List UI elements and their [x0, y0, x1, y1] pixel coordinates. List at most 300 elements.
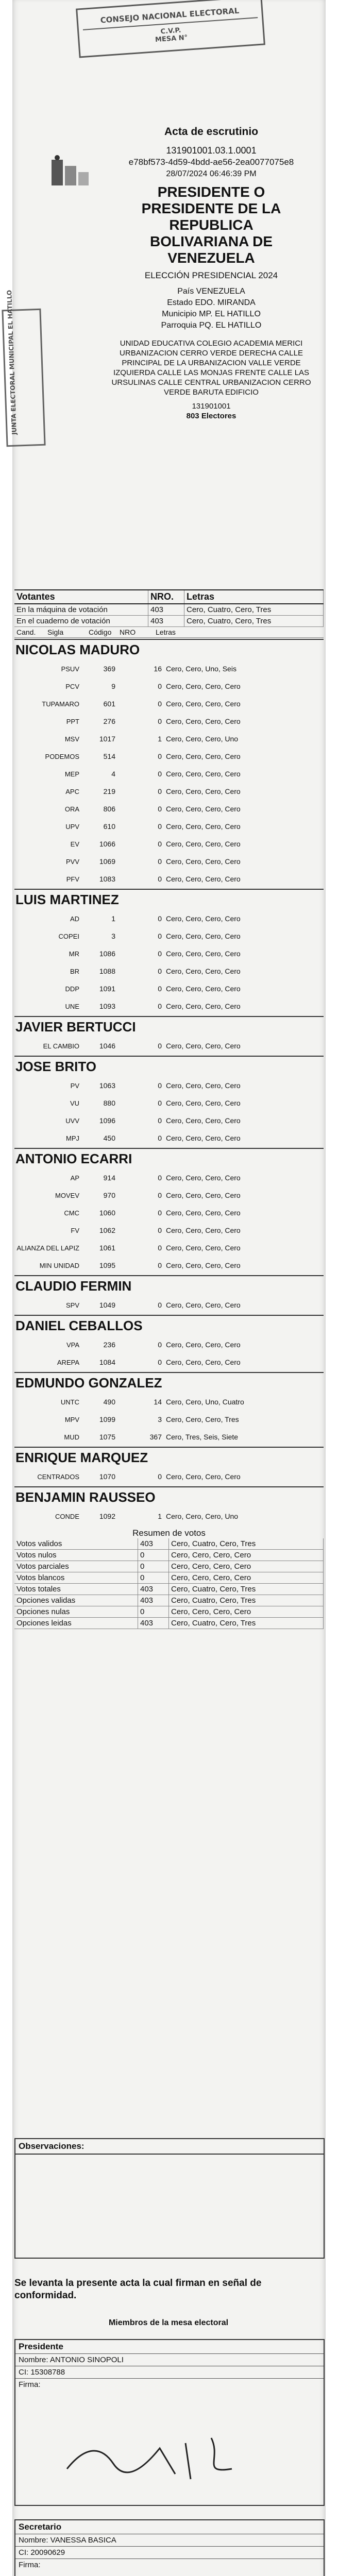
party-votes: 0 — [158, 787, 162, 795]
party-votes-words: Cero, Cero, Cero, Uno — [166, 1512, 239, 1520]
party-row — [14, 1257, 324, 1274]
party-sigla: MPV — [64, 1415, 79, 1423]
party-sigla: MOVEV — [55, 1191, 79, 1199]
summary-nro: 403 — [148, 616, 184, 626]
party-sigla: BR — [70, 967, 79, 975]
party-code: 1084 — [99, 1358, 115, 1366]
party-votes: 14 — [154, 1398, 162, 1406]
resumen-nro: 403 — [138, 1618, 169, 1629]
location-info — [103, 286, 319, 331]
party-code: 219 — [103, 787, 115, 795]
party-votes-words: Cero, Cero, Cero, Cero — [166, 914, 241, 923]
party-sigla: EL CAMBIO — [43, 1042, 79, 1050]
party-votes-words: Cero, Cero, Cero, Uno — [166, 735, 239, 743]
party-votes: 0 — [158, 967, 162, 975]
party-row — [14, 870, 324, 888]
party-votes-words: Cero, Cero, Cero, Cero — [166, 1341, 241, 1349]
party-code: 1066 — [99, 840, 115, 848]
col-sigla: Sigla — [47, 628, 64, 636]
party-row — [14, 1169, 324, 1187]
party-votes: 0 — [158, 805, 162, 813]
party-votes: 0 — [158, 1002, 162, 1010]
school-name: UNIDAD EDUCATIVA COLEGIO ACADEMIA MERICI — [120, 339, 303, 348]
school-address: URBANIZACION CERRO VERDE DERECHA CALLE PRINCIPAL DE LA URBANIZACION VALLE VERDE IZQUIERDA CALLE LAS MONJAS FRENTE CALLE LAS URSULINAS CALLE CENTRAL URBANIZACION CERRO VERDE BARUTA EDIFICIO — [111, 349, 311, 397]
party-row — [14, 713, 324, 730]
resumen-label: Votos validos — [14, 1538, 138, 1549]
party-sigla: CONDE — [55, 1512, 79, 1520]
party-sigla: UVV — [65, 1116, 79, 1125]
party-row — [14, 818, 324, 835]
candidate-name: JOSE BRITO — [14, 1056, 324, 1077]
resumen-label: Opciones validas — [14, 1595, 138, 1606]
party-row — [14, 1393, 324, 1411]
country: País VENEZUELA — [177, 287, 245, 296]
party-votes-words: Cero, Cero, Cero, Cero — [166, 1226, 241, 1234]
party-row — [14, 1296, 324, 1314]
party-code: 610 — [103, 822, 115, 831]
party-code: 1062 — [99, 1226, 115, 1234]
party-votes-words: Cero, Cero, Cero, Cero — [166, 787, 241, 795]
summary-nro: 403 — [148, 604, 184, 615]
party-votes: 0 — [158, 1134, 162, 1142]
office-line: REPUBLICA — [169, 217, 254, 233]
party-votes-words: Cero, Cero, Cero, Cero — [166, 967, 241, 975]
party-votes: 0 — [158, 1341, 162, 1349]
candidate-name: BENJAMIN RAUSSEO — [14, 1486, 324, 1507]
party-row — [14, 1222, 324, 1239]
summary-row — [14, 616, 324, 627]
party-code: 880 — [103, 1099, 115, 1107]
party-sigla: APC — [65, 787, 79, 795]
resumen-nro: 0 — [138, 1606, 169, 1617]
candidate-block — [14, 1372, 324, 1446]
party-votes-words: Cero, Cero, Cero, Cero — [166, 682, 241, 690]
party-sigla: AREPA — [57, 1358, 79, 1366]
party-sigla: PVV — [65, 857, 79, 866]
office-line: BOLIVARIANA DE — [150, 233, 273, 249]
party-code: 276 — [103, 717, 115, 725]
party-row — [14, 1507, 324, 1525]
party-votes: 0 — [158, 752, 162, 760]
party-votes: 0 — [158, 717, 162, 725]
party-sigla: PODEMOS — [45, 752, 79, 760]
party-votes: 1 — [158, 1512, 162, 1520]
member-role: Presidente — [15, 2340, 324, 2354]
resumen-letras: Cero, Cuatro, Cero, Tres — [169, 1595, 324, 1606]
party-row — [14, 1112, 324, 1129]
party-sigla: MUD — [64, 1433, 79, 1441]
party-sigla: SPV — [65, 1301, 79, 1309]
acta-datetime: 28/07/2024 06:46:39 PM — [166, 170, 257, 178]
resumen-letras: Cero, Cero, Cero, Cero — [169, 1606, 324, 1617]
candidate-block — [14, 889, 324, 1015]
party-votes: 0 — [158, 914, 162, 923]
party-code: 9 — [111, 682, 115, 690]
party-code: 4 — [111, 770, 115, 778]
member-firma-label: Firma: — [19, 2561, 41, 2569]
party-row — [14, 1239, 324, 1257]
resumen-row — [14, 1550, 324, 1561]
summary-label: En el cuaderno de votación — [14, 616, 148, 626]
office-line: PRESIDENTE DE LA — [141, 200, 281, 216]
stamp-line-3: MESA N° — [155, 33, 188, 44]
party-code: 1060 — [99, 1209, 115, 1217]
member-name: Nombre: ANTONIO SINOPOLI — [15, 2354, 324, 2366]
party-votes-words: Cero, Cero, Cero, Cero — [166, 857, 241, 866]
resumen-nro: 403 — [138, 1538, 169, 1549]
candidate-block — [14, 1447, 324, 1485]
party-row — [14, 1336, 324, 1353]
col-votantes: Votantes — [14, 590, 148, 603]
party-votes-words: Cero, Cero, Cero, Cero — [166, 1134, 241, 1142]
resumen-row — [14, 1561, 324, 1572]
party-code: 914 — [103, 1174, 115, 1182]
party-votes: 0 — [158, 700, 162, 708]
center-code: 131901001 — [192, 402, 231, 411]
party-votes: 0 — [158, 1209, 162, 1217]
party-sigla: MPJ — [66, 1134, 79, 1142]
acta-hash: e78bf573-4d59-4bdd-ae56-2ea0077075e8 — [128, 157, 294, 167]
municipality: Municipio MP. EL HATILLO — [162, 310, 261, 318]
party-votes: 0 — [158, 682, 162, 690]
party-row — [14, 945, 324, 962]
party-sigla: CMC — [64, 1209, 79, 1217]
party-sigla: UNTC — [60, 1398, 79, 1406]
party-votes-words: Cero, Cero, Cero, Tres — [166, 1415, 239, 1423]
party-row — [14, 1077, 324, 1094]
party-votes-words: Cero, Cero, Cero, Cero — [166, 752, 241, 760]
member-box-presidente — [14, 2339, 325, 2506]
electors-count: 803 Electores — [186, 412, 236, 420]
party-row — [14, 853, 324, 870]
resumen-nro: 0 — [138, 1572, 169, 1583]
party-row — [14, 765, 324, 783]
votes-table — [14, 589, 324, 1629]
party-code: 1091 — [99, 985, 115, 993]
party-votes-words: Cero, Cero, Cero, Cero — [166, 717, 241, 725]
election-name: ELECCIÓN PRESIDENCIAL 2024 — [144, 270, 278, 280]
member-ci: CI: 15308788 — [15, 2366, 324, 2379]
party-sigla: PPT — [66, 717, 79, 725]
party-row — [14, 1411, 324, 1428]
party-code: 3 — [111, 932, 115, 940]
party-sigla: EV — [70, 840, 79, 848]
party-code: 1092 — [99, 1512, 115, 1520]
resumen-nro: 0 — [138, 1550, 169, 1561]
candidate-block — [14, 1486, 324, 1525]
party-votes-words: Cero, Cero, Uno, Cuatro — [166, 1398, 244, 1406]
party-votes-words: Cero, Cero, Cero, Cero — [166, 840, 241, 848]
legal-text: Se levanta la presente acta la cual firman en señal de conformidad. — [14, 2278, 262, 2301]
party-votes: 0 — [158, 1191, 162, 1199]
party-sigla: PV — [70, 1081, 79, 1090]
candidate-block — [14, 1275, 324, 1314]
party-sigla: MSV — [64, 735, 79, 743]
col-nro: NRO. — [148, 590, 184, 603]
summary-header — [14, 589, 324, 604]
party-code: 1088 — [99, 967, 115, 975]
member-name: Nombre: VANESSA BASICA — [15, 2534, 324, 2547]
party-row — [14, 1468, 324, 1485]
party-code: 1070 — [99, 1472, 115, 1481]
party-votes: 1 — [158, 735, 162, 743]
party-votes-words: Cero, Cero, Cero, Cero — [166, 875, 241, 883]
state: Estado EDO. MIRANDA — [167, 298, 256, 307]
resumen-letras: Cero, Cero, Cero, Cero — [169, 1572, 324, 1583]
party-code: 1 — [111, 914, 115, 923]
member-role: Secretario — [15, 2520, 324, 2534]
candidate-block — [14, 1315, 324, 1371]
party-sigla: PCV — [65, 682, 79, 690]
party-row — [14, 927, 324, 945]
candidate-name: CLAUDIO FERMIN — [14, 1275, 324, 1296]
party-votes: 367 — [149, 1433, 162, 1441]
party-code: 1017 — [99, 735, 115, 743]
party-row — [14, 1204, 324, 1222]
resumen-nro: 403 — [138, 1595, 169, 1606]
party-sigla: DDP — [65, 985, 79, 993]
candidate-subheader — [14, 627, 324, 638]
party-votes-words: Cero, Cero, Cero, Cero — [166, 1358, 241, 1366]
candidate-block — [14, 1016, 324, 1055]
party-row — [14, 910, 324, 927]
office-title — [103, 184, 319, 266]
party-votes: 0 — [158, 1116, 162, 1125]
party-votes: 0 — [158, 932, 162, 940]
party-code: 1049 — [99, 1301, 115, 1309]
resumen-row — [14, 1618, 324, 1629]
party-votes: 0 — [158, 1174, 162, 1182]
party-row — [14, 1037, 324, 1055]
party-code: 806 — [103, 805, 115, 813]
party-sigla: COPEI — [58, 932, 79, 940]
party-votes: 0 — [158, 950, 162, 958]
party-row — [14, 695, 324, 713]
party-votes: 3 — [158, 1415, 162, 1423]
resumen-label: Votos nulos — [14, 1550, 138, 1561]
party-row — [14, 748, 324, 765]
party-votes: 0 — [158, 1081, 162, 1090]
party-votes-words: Cero, Cero, Cero, Cero — [166, 1191, 241, 1199]
party-votes: 0 — [158, 857, 162, 866]
party-sigla: AP — [70, 1174, 79, 1182]
resumen-nro: 403 — [138, 1584, 169, 1595]
resumen-row — [14, 1572, 324, 1584]
party-votes-words: Cero, Cero, Cero, Cero — [166, 1244, 241, 1252]
observations-label: Observaciones: — [15, 2139, 324, 2155]
party-votes: 0 — [158, 840, 162, 848]
party-code: 236 — [103, 1341, 115, 1349]
resumen-title: Resumen de votos — [132, 1528, 206, 1538]
party-code: 514 — [103, 752, 115, 760]
party-code: 1075 — [99, 1433, 115, 1441]
party-votes: 0 — [158, 1042, 162, 1050]
party-votes-words: Cero, Cero, Cero, Cero — [166, 1099, 241, 1107]
party-votes-words: Cero, Cero, Cero, Cero — [166, 1174, 241, 1182]
party-votes-words: Cero, Cero, Cero, Cero — [166, 805, 241, 813]
candidate-block — [14, 1148, 324, 1274]
party-sigla: FV — [71, 1226, 79, 1234]
stamp-line-2: C.V.P. — [160, 26, 182, 36]
summary-letras: Cero, Cuatro, Cero, Tres — [184, 604, 324, 615]
party-votes-words: Cero, Cero, Cero, Cero — [166, 1472, 241, 1481]
party-row — [14, 962, 324, 980]
resumen-letras: Cero, Cero, Cero, Cero — [169, 1550, 324, 1561]
resumen-letras: Cero, Cuatro, Cero, Tres — [169, 1538, 324, 1549]
party-sigla: PSUV — [61, 665, 79, 673]
party-row — [14, 980, 324, 997]
party-votes: 0 — [158, 875, 162, 883]
member-firma-label: Firma: — [19, 2380, 41, 2389]
col-letras: Letras — [184, 590, 324, 603]
party-code: 601 — [103, 700, 115, 708]
party-code: 1083 — [99, 875, 115, 883]
candidate-name: ENRIQUE MARQUEZ — [14, 1447, 324, 1468]
candidate-name: EDMUNDO GONZALEZ — [14, 1372, 324, 1393]
candidate-block — [14, 1056, 324, 1147]
observations-box — [14, 2138, 325, 2259]
party-votes-words: Cero, Cero, Cero, Cero — [166, 932, 241, 940]
party-votes: 0 — [158, 985, 162, 993]
candidate-name: LUIS MARTINEZ — [14, 889, 324, 910]
resumen-row — [14, 1595, 324, 1606]
party-votes: 16 — [154, 665, 162, 673]
party-code: 1069 — [99, 857, 115, 866]
resumen-label: Opciones leidas — [14, 1618, 138, 1629]
party-row — [14, 1187, 324, 1204]
party-row — [14, 800, 324, 818]
party-votes-words: Cero, Cero, Cero, Cero — [166, 1042, 241, 1050]
junta-stamp — [2, 290, 45, 447]
col-nro-2: NRO — [120, 628, 136, 636]
party-sigla: MEP — [64, 770, 79, 778]
party-votes-words: Cero, Cero, Cero, Cero — [166, 1301, 241, 1309]
acta-header — [103, 124, 319, 421]
resumen-label: Votos blancos — [14, 1572, 138, 1583]
party-votes-words: Cero, Cero, Cero, Cero — [166, 1002, 241, 1010]
parish: Parroquia PQ. EL HATILLO — [161, 321, 262, 330]
party-code: 450 — [103, 1134, 115, 1142]
party-votes: 0 — [158, 1472, 162, 1481]
party-row — [14, 730, 324, 748]
party-votes: 0 — [158, 770, 162, 778]
member-ci: CI: 20090629 — [15, 2547, 324, 2559]
party-code: 1063 — [99, 1081, 115, 1090]
party-sigla: CENTRADOS — [37, 1472, 79, 1481]
party-sigla: MIN UNIDAD — [39, 1261, 79, 1269]
office-line: VENEZUELA — [167, 250, 255, 266]
party-sigla: AD — [70, 914, 79, 923]
party-sigla: UNE — [65, 1002, 79, 1010]
resumen-nro: 0 — [138, 1561, 169, 1572]
member-box-secretario — [14, 2519, 325, 2576]
party-code: 970 — [103, 1191, 115, 1199]
summary-row — [14, 604, 324, 616]
party-votes-words: Cero, Cero, Cero, Cero — [166, 1081, 241, 1090]
party-votes-words: Cero, Cero, Cero, Cero — [166, 950, 241, 958]
party-code: 1093 — [99, 1002, 115, 1010]
col-codigo: Código — [89, 628, 112, 636]
stamp-line-1: CONSEJO NACIONAL ELECTORAL — [100, 6, 240, 25]
party-row — [14, 1094, 324, 1112]
party-sigla: ORA — [64, 805, 79, 813]
office-line: PRESIDENTE O — [157, 184, 265, 200]
party-row — [14, 783, 324, 800]
resumen-label: Opciones nulas — [14, 1606, 138, 1617]
party-votes: 0 — [158, 822, 162, 831]
party-code: 1099 — [99, 1415, 115, 1423]
signature-icon — [57, 2428, 273, 2489]
party-code: 1061 — [99, 1244, 115, 1252]
party-row — [14, 997, 324, 1015]
party-row — [14, 660, 324, 677]
party-votes-words: Cero, Cero, Cero, Cero — [166, 700, 241, 708]
party-code: 1046 — [99, 1042, 115, 1050]
summary-label: En la máquina de votación — [14, 604, 148, 615]
cne-logo-icon — [49, 155, 91, 191]
party-code: 490 — [103, 1398, 115, 1406]
candidate-name: JAVIER BERTUCCI — [14, 1016, 324, 1037]
resumen-row — [14, 1606, 324, 1618]
party-row — [14, 1428, 324, 1446]
candidate-block — [14, 639, 324, 888]
col-cand: Cand. — [16, 628, 36, 636]
junta-stamp-text: JUNTA ELECTORAL MUNICIPAL EL HATILLO — [6, 290, 18, 435]
party-row — [14, 1129, 324, 1147]
resumen-letras: Cero, Cuatro, Cero, Tres — [169, 1618, 324, 1629]
party-sigla: VPA — [66, 1341, 79, 1349]
party-row — [14, 1353, 324, 1371]
party-votes-words: Cero, Cero, Uno, Seis — [166, 665, 236, 673]
resumen-label: Votos totales — [14, 1584, 138, 1595]
resumen-row — [14, 1538, 324, 1550]
party-votes: 0 — [158, 1261, 162, 1269]
party-sigla: PFV — [66, 875, 79, 883]
party-votes: 0 — [158, 1226, 162, 1234]
candidate-name: ANTONIO ECARRI — [14, 1148, 324, 1169]
school-info — [103, 338, 319, 421]
party-votes-words: Cero, Cero, Cero, Cero — [166, 985, 241, 993]
resumen-row — [14, 1584, 324, 1595]
summary-letras: Cero, Cuatro, Cero, Tres — [184, 616, 324, 626]
mesa-title: Miembros de la mesa electoral — [108, 2318, 229, 2327]
party-votes: 0 — [158, 1099, 162, 1107]
party-sigla: ALIANZA DEL LAPIZ — [16, 1244, 79, 1252]
party-code: 369 — [103, 665, 115, 673]
candidate-name: DANIEL CEBALLOS — [14, 1315, 324, 1336]
resumen-letras: Cero, Cero, Cero, Cero — [169, 1561, 324, 1572]
party-votes: 0 — [158, 1301, 162, 1309]
party-votes-words: Cero, Cero, Cero, Cero — [166, 770, 241, 778]
party-code: 1086 — [99, 950, 115, 958]
party-code: 1095 — [99, 1261, 115, 1269]
party-votes-words: Cero, Cero, Cero, Cero — [166, 1116, 241, 1125]
party-votes: 0 — [158, 1358, 162, 1366]
resumen-label: Votos parciales — [14, 1561, 138, 1572]
party-row — [14, 835, 324, 853]
party-sigla: VU — [70, 1099, 79, 1107]
party-votes: 0 — [158, 1244, 162, 1252]
party-code: 1096 — [99, 1116, 115, 1125]
resumen-letras: Cero, Cuatro, Cero, Tres — [169, 1584, 324, 1595]
party-sigla: UPV — [65, 822, 79, 831]
party-votes-words: Cero, Cero, Cero, Cero — [166, 1209, 241, 1217]
party-votes-words: Cero, Cero, Cero, Cero — [166, 822, 241, 831]
party-sigla: TUPAMARO — [42, 700, 79, 708]
party-votes-words: Cero, Cero, Cero, Cero — [166, 1261, 241, 1269]
party-sigla: MR — [69, 950, 79, 958]
party-votes-words: Cero, Tres, Seis, Siete — [166, 1433, 239, 1441]
